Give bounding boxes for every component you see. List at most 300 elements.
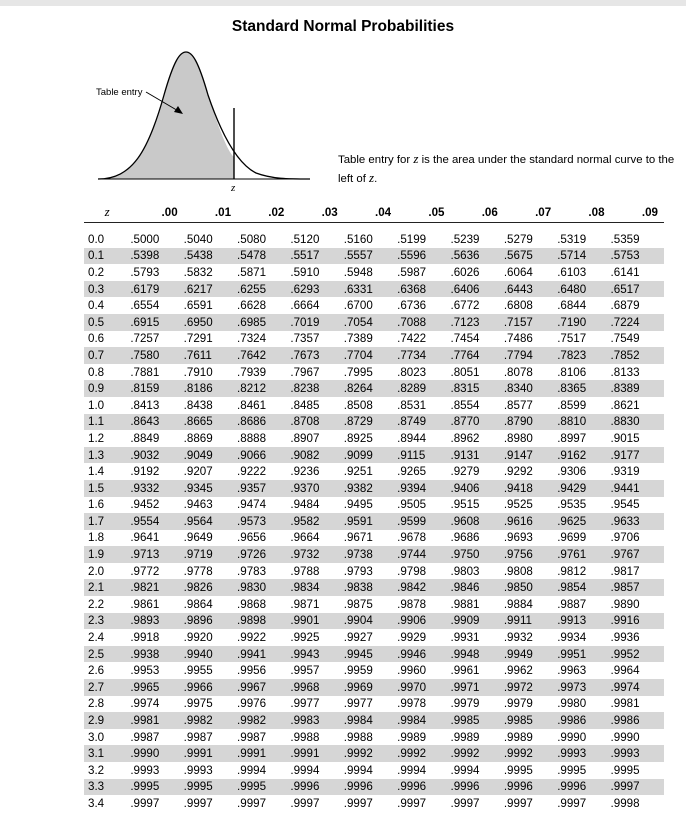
probability-cell: .9962 bbox=[503, 664, 533, 678]
probability-cell: .8980 bbox=[503, 431, 533, 445]
probability-cell: .9881 bbox=[450, 597, 480, 611]
probability-cell: .9664 bbox=[290, 531, 320, 545]
probability-cell: .9671 bbox=[343, 531, 373, 545]
probability-cell: .6985 bbox=[237, 315, 267, 329]
probability-cell: .9222 bbox=[237, 465, 267, 479]
column-header: .01 bbox=[184, 202, 237, 223]
probability-cell: .9994 bbox=[343, 763, 373, 777]
z-value-cell: 2.0 bbox=[88, 564, 105, 578]
probability-cell: .9994 bbox=[290, 763, 320, 777]
probability-cell: .9207 bbox=[183, 465, 213, 479]
probability-cell: .9976 bbox=[237, 697, 267, 711]
z-value-cell: 1.1 bbox=[88, 415, 105, 429]
probability-cell: .9946 bbox=[397, 647, 427, 661]
probability-cell: .6103 bbox=[557, 265, 587, 279]
probability-cell: .9977 bbox=[343, 697, 373, 711]
probability-cell: .9975 bbox=[183, 697, 213, 711]
probability-cell: .8051 bbox=[450, 365, 480, 379]
probability-cell: .9484 bbox=[290, 498, 320, 512]
probability-cell: .9099 bbox=[343, 448, 373, 462]
probability-cell: .6368 bbox=[397, 282, 427, 296]
probability-cell: .9997 bbox=[397, 796, 427, 810]
probability-cell: .9996 bbox=[450, 780, 480, 794]
table-row bbox=[84, 513, 664, 530]
probability-cell: .7389 bbox=[343, 332, 373, 346]
table-row bbox=[84, 223, 664, 248]
probability-cell: .9995 bbox=[610, 763, 640, 777]
probability-cell: .6331 bbox=[343, 282, 373, 296]
probability-cell: .6293 bbox=[290, 282, 320, 296]
probability-cell: .9857 bbox=[610, 581, 640, 595]
probability-cell: .9966 bbox=[183, 680, 213, 694]
z-value-cell: 1.5 bbox=[88, 481, 105, 495]
probability-cell: .9995 bbox=[130, 780, 160, 794]
probability-cell: .9821 bbox=[130, 581, 160, 595]
z-value-cell: 1.8 bbox=[88, 531, 105, 545]
probability-cell: .9931 bbox=[450, 631, 480, 645]
probability-cell: .7764 bbox=[450, 348, 480, 362]
probability-cell: .9972 bbox=[503, 680, 533, 694]
probability-cell: .9997 bbox=[610, 780, 640, 794]
probability-cell: .9997 bbox=[503, 796, 533, 810]
probability-cell: .5398 bbox=[130, 249, 160, 263]
probability-cell: .9177 bbox=[610, 448, 640, 462]
probability-cell: .9131 bbox=[450, 448, 480, 462]
probability-cell: .9429 bbox=[557, 481, 587, 495]
probability-cell: .9772 bbox=[130, 564, 160, 578]
probability-cell: .9988 bbox=[290, 730, 320, 744]
probability-cell: .7224 bbox=[610, 315, 640, 329]
probability-cell: .8770 bbox=[450, 415, 480, 429]
probability-cell: .5675 bbox=[503, 249, 533, 263]
probability-cell: .6808 bbox=[503, 299, 533, 313]
probability-cell: .5714 bbox=[557, 249, 587, 263]
probability-cell: .9951 bbox=[557, 647, 587, 661]
probability-cell: .8023 bbox=[397, 365, 427, 379]
probability-cell: .9945 bbox=[343, 647, 373, 661]
probability-cell: .9922 bbox=[237, 631, 267, 645]
probability-cell: .9525 bbox=[503, 498, 533, 512]
probability-cell: .9306 bbox=[557, 465, 587, 479]
probability-cell: .9713 bbox=[130, 548, 160, 562]
probability-cell: .9982 bbox=[237, 714, 267, 728]
probability-cell: .9599 bbox=[397, 514, 427, 528]
probability-cell: .9979 bbox=[503, 697, 533, 711]
probability-cell: .7910 bbox=[183, 365, 213, 379]
probability-cell: .8078 bbox=[503, 365, 533, 379]
probability-cell: .7190 bbox=[557, 315, 587, 329]
probability-cell: .9812 bbox=[557, 564, 587, 578]
probability-cell: .9842 bbox=[397, 581, 427, 595]
probability-cell: .9985 bbox=[503, 714, 533, 728]
probability-cell: .6141 bbox=[610, 265, 640, 279]
probability-cell: .5000 bbox=[130, 232, 160, 246]
probability-cell: .9115 bbox=[397, 448, 426, 462]
probability-cell: .6915 bbox=[130, 315, 160, 329]
z-value-cell: 1.4 bbox=[88, 465, 105, 479]
probability-cell: .9997 bbox=[343, 796, 373, 810]
normal-curve-figure bbox=[70, 40, 320, 200]
probability-cell: .9984 bbox=[397, 714, 427, 728]
probability-cell: .9961 bbox=[450, 664, 480, 678]
table-row bbox=[84, 331, 664, 348]
z-value-cell: 3.4 bbox=[88, 796, 105, 810]
probability-cell: .8461 bbox=[237, 398, 267, 412]
probability-cell: .9641 bbox=[130, 531, 160, 545]
probability-cell: .9633 bbox=[610, 514, 640, 528]
probability-cell: .5832 bbox=[183, 265, 213, 279]
probability-cell: .7157 bbox=[503, 315, 533, 329]
probability-cell: .6443 bbox=[503, 282, 533, 296]
z-value-cell: 3.0 bbox=[88, 730, 105, 744]
probability-cell: .9778 bbox=[183, 564, 213, 578]
probability-cell: .9573 bbox=[237, 514, 267, 528]
probability-cell: .5080 bbox=[237, 232, 267, 246]
table-row bbox=[84, 380, 664, 397]
probability-cell: .9719 bbox=[183, 548, 213, 562]
probability-cell: .8508 bbox=[343, 398, 373, 412]
table-row bbox=[84, 579, 664, 596]
probability-cell: .9649 bbox=[183, 531, 213, 545]
table-row bbox=[84, 546, 664, 563]
probability-cell: .7642 bbox=[237, 348, 267, 362]
probability-cell: .9015 bbox=[610, 431, 640, 445]
table-row bbox=[84, 679, 664, 696]
probability-cell: .6517 bbox=[610, 282, 640, 296]
probability-cell: .9925 bbox=[290, 631, 320, 645]
probability-cell: .7881 bbox=[130, 365, 160, 379]
table-row bbox=[84, 314, 664, 331]
probability-cell: .9934 bbox=[557, 631, 587, 645]
z-value-cell: 1.7 bbox=[88, 514, 105, 528]
probability-cell: .8159 bbox=[130, 382, 160, 396]
z-value-cell: 2.8 bbox=[88, 697, 105, 711]
probability-cell: .6255 bbox=[237, 282, 267, 296]
probability-cell: .9997 bbox=[290, 796, 320, 810]
probability-cell: .9808 bbox=[503, 564, 533, 578]
probability-cell: .9861 bbox=[130, 597, 160, 611]
column-header: .02 bbox=[237, 202, 290, 223]
probability-cell: .7517 bbox=[557, 332, 587, 346]
probability-cell: .9750 bbox=[450, 548, 480, 562]
probability-cell: .8554 bbox=[450, 398, 480, 412]
z-value-cell: 1.2 bbox=[88, 431, 105, 445]
probability-cell: .7673 bbox=[290, 348, 320, 362]
probability-cell: .7324 bbox=[237, 332, 267, 346]
axis-z-label: z bbox=[231, 182, 236, 194]
probability-cell: .5871 bbox=[237, 265, 267, 279]
probability-cell: .9890 bbox=[610, 597, 640, 611]
probability-cell: .8944 bbox=[397, 431, 427, 445]
probability-cell: .9911 bbox=[503, 614, 532, 628]
probability-cell: .8238 bbox=[290, 382, 320, 396]
table-row bbox=[84, 629, 664, 646]
probability-cell: .9993 bbox=[557, 747, 587, 761]
top-edge-bar bbox=[0, 0, 686, 6]
probability-cell: .6844 bbox=[557, 299, 587, 313]
probability-cell: .9982 bbox=[183, 714, 213, 728]
probability-cell: .6700 bbox=[343, 299, 373, 313]
probability-cell: .9977 bbox=[290, 697, 320, 711]
probability-cell: .9495 bbox=[343, 498, 373, 512]
probability-cell: .8599 bbox=[557, 398, 587, 412]
z-value-cell: 0.3 bbox=[88, 282, 105, 296]
probability-cell: .6554 bbox=[130, 299, 160, 313]
probability-cell: .5910 bbox=[290, 265, 320, 279]
probability-cell: .8186 bbox=[183, 382, 213, 396]
probability-cell: .9998 bbox=[610, 796, 640, 810]
table-row bbox=[84, 729, 664, 746]
probability-cell: .9854 bbox=[557, 581, 587, 595]
probability-cell: .5319 bbox=[557, 232, 587, 246]
probability-cell: .7704 bbox=[343, 348, 373, 362]
probability-cell: .5239 bbox=[450, 232, 480, 246]
probability-cell: .9878 bbox=[397, 597, 427, 611]
column-header: .00 bbox=[130, 202, 183, 223]
probability-cell: .8577 bbox=[503, 398, 533, 412]
table-row bbox=[84, 248, 664, 265]
probability-cell: .8212 bbox=[237, 382, 267, 396]
probability-cell: .7580 bbox=[130, 348, 160, 362]
probability-cell: .9994 bbox=[397, 763, 427, 777]
probability-cell: .9678 bbox=[397, 531, 427, 545]
probability-cell: .9981 bbox=[610, 697, 640, 711]
probability-cell: .7794 bbox=[503, 348, 533, 362]
probability-cell: .9871 bbox=[290, 597, 320, 611]
probability-cell: .9706 bbox=[610, 531, 640, 545]
probability-cell: .9987 bbox=[183, 730, 213, 744]
probability-cell: .9940 bbox=[183, 647, 213, 661]
probability-cell: .9964 bbox=[610, 664, 640, 678]
probability-cell: .8869 bbox=[183, 431, 213, 445]
probability-cell: .8621 bbox=[610, 398, 640, 412]
z-value-cell: 2.6 bbox=[88, 664, 105, 678]
probability-cell: .9960 bbox=[397, 664, 427, 678]
probability-cell: .9864 bbox=[183, 597, 213, 611]
z-value-cell: 1.9 bbox=[88, 548, 105, 562]
z-value-cell: 1.3 bbox=[88, 448, 105, 462]
probability-cell: .5596 bbox=[397, 249, 427, 263]
probability-cell: .5517 bbox=[290, 249, 320, 263]
probability-cell: .9236 bbox=[290, 465, 320, 479]
probability-cell: .9803 bbox=[450, 564, 480, 578]
probability-cell: .9965 bbox=[130, 680, 160, 694]
z-value-cell: 1.6 bbox=[88, 498, 105, 512]
page-title: Standard Normal Probabilities bbox=[231, 18, 455, 35]
probability-cell: .8962 bbox=[450, 431, 480, 445]
probability-cell: .9995 bbox=[237, 780, 267, 794]
probability-cell: .9984 bbox=[343, 714, 373, 728]
probability-cell: .9993 bbox=[610, 747, 640, 761]
probability-cell: .6950 bbox=[183, 315, 213, 329]
probability-cell: .9918 bbox=[130, 631, 160, 645]
probability-cell: .9545 bbox=[610, 498, 640, 512]
probability-cell: .5753 bbox=[610, 249, 640, 263]
probability-cell: .9927 bbox=[343, 631, 373, 645]
z-value-cell: 3.1 bbox=[88, 747, 105, 761]
table-row bbox=[84, 430, 664, 447]
header-row bbox=[84, 202, 664, 223]
probability-cell: .9909 bbox=[450, 614, 480, 628]
probability-cell: .9986 bbox=[610, 714, 640, 728]
z-value-cell: 3.3 bbox=[88, 780, 105, 794]
probability-cell: .9726 bbox=[237, 548, 267, 562]
probability-cell: .9875 bbox=[343, 597, 373, 611]
table-row bbox=[84, 745, 664, 762]
probability-cell: .7257 bbox=[130, 332, 160, 346]
probability-cell: .9941 bbox=[237, 647, 267, 661]
probability-cell: .9987 bbox=[237, 730, 267, 744]
probability-cell: .9989 bbox=[450, 730, 480, 744]
table-row bbox=[84, 364, 664, 381]
probability-cell: .9783 bbox=[237, 564, 267, 578]
table-row bbox=[84, 662, 664, 679]
probability-cell: .7054 bbox=[343, 315, 373, 329]
probability-cell: .9382 bbox=[343, 481, 373, 495]
probability-cell: .9515 bbox=[450, 498, 480, 512]
probability-cell: .9957 bbox=[290, 664, 320, 678]
probability-cell: .9767 bbox=[610, 548, 640, 562]
probability-cell: .9582 bbox=[290, 514, 320, 528]
table-body bbox=[84, 223, 664, 812]
probability-cell: .9474 bbox=[237, 498, 267, 512]
probability-cell: .8531 bbox=[397, 398, 427, 412]
probability-cell: .9979 bbox=[450, 697, 480, 711]
column-header: .06 bbox=[450, 202, 503, 223]
probability-cell: .6879 bbox=[610, 299, 640, 313]
probability-cell: .5636 bbox=[450, 249, 480, 263]
probability-cell: .9887 bbox=[557, 597, 587, 611]
probability-cell: .9738 bbox=[343, 548, 373, 562]
probability-cell: .8365 bbox=[557, 382, 587, 396]
table-row bbox=[84, 281, 664, 298]
probability-cell: .9996 bbox=[343, 780, 373, 794]
probability-cell: .5793 bbox=[130, 265, 160, 279]
probability-cell: .5120 bbox=[290, 232, 320, 246]
probability-cell: .5040 bbox=[183, 232, 213, 246]
probability-cell: .9995 bbox=[557, 763, 587, 777]
probability-cell: .9913 bbox=[557, 614, 587, 628]
table-row bbox=[84, 530, 664, 547]
table-row bbox=[84, 463, 664, 480]
probability-cell: .9996 bbox=[397, 780, 427, 794]
table-row bbox=[84, 646, 664, 663]
table-row bbox=[84, 347, 664, 364]
z-value-cell: 0.7 bbox=[88, 348, 105, 362]
table-explanation: Table entry for z is the area under the standard normal curve to the left of z. bbox=[338, 151, 675, 185]
probability-cell: .9992 bbox=[343, 747, 373, 761]
probability-cell: .6217 bbox=[183, 282, 213, 296]
table-row bbox=[84, 447, 664, 464]
probability-cell: .9990 bbox=[557, 730, 587, 744]
probability-cell: .9993 bbox=[183, 763, 213, 777]
probability-cell: .9991 bbox=[237, 747, 267, 761]
probability-cell: .8389 bbox=[610, 382, 640, 396]
probability-cell: .8133 bbox=[610, 365, 640, 379]
probability-cell: .9993 bbox=[130, 763, 160, 777]
probability-cell: .9817 bbox=[610, 564, 640, 578]
probability-cell: .9147 bbox=[503, 448, 533, 462]
probability-cell: .9996 bbox=[503, 780, 533, 794]
probability-cell: .8643 bbox=[130, 415, 160, 429]
probability-cell: .9608 bbox=[450, 514, 480, 528]
probability-cell: .9554 bbox=[130, 514, 160, 528]
probability-cell: .9082 bbox=[290, 448, 320, 462]
probability-cell: .8106 bbox=[557, 365, 587, 379]
probability-cell: .9916 bbox=[610, 614, 640, 628]
probability-cell: .8264 bbox=[343, 382, 373, 396]
probability-cell: .9959 bbox=[343, 664, 373, 678]
probability-cell: .9989 bbox=[397, 730, 427, 744]
column-header: .09 bbox=[611, 202, 664, 223]
table-row bbox=[84, 696, 664, 713]
probability-cell: .9980 bbox=[557, 697, 587, 711]
z-value-cell: 2.9 bbox=[88, 714, 105, 728]
probability-cell: .6026 bbox=[450, 265, 480, 279]
probability-cell: .7422 bbox=[397, 332, 427, 346]
probability-cell: .6772 bbox=[450, 299, 480, 313]
probability-cell: .9761 bbox=[557, 548, 587, 562]
probability-cell: .9505 bbox=[397, 498, 427, 512]
z-value-cell: 1.0 bbox=[88, 398, 105, 412]
z-value-cell: 0.8 bbox=[88, 365, 105, 379]
table-row bbox=[84, 297, 664, 314]
probability-cell: .9992 bbox=[397, 747, 427, 761]
probability-cell: .9920 bbox=[183, 631, 213, 645]
z-value-cell: 2.2 bbox=[88, 597, 105, 611]
probability-cell: .9332 bbox=[130, 481, 160, 495]
probability-cell: .9953 bbox=[130, 664, 160, 678]
probability-cell: .9834 bbox=[290, 581, 320, 595]
probability-cell: .6179 bbox=[130, 282, 160, 296]
probability-cell: .9846 bbox=[450, 581, 480, 595]
probability-cell: .9370 bbox=[290, 481, 320, 495]
probability-cell: .9686 bbox=[450, 531, 480, 545]
z-column-header: z bbox=[84, 202, 130, 223]
probability-cell: .9693 bbox=[503, 531, 533, 545]
probability-cell: .9898 bbox=[237, 614, 267, 628]
probability-cell: .8315 bbox=[450, 382, 480, 396]
probability-cell: .9929 bbox=[397, 631, 427, 645]
probability-cell: .8686 bbox=[237, 415, 267, 429]
probability-cell: .9756 bbox=[503, 548, 533, 562]
z-value-cell: 0.0 bbox=[88, 232, 105, 246]
probability-cell: .9279 bbox=[450, 465, 480, 479]
probability-cell: .8849 bbox=[130, 431, 160, 445]
probability-cell: .9991 bbox=[183, 747, 213, 761]
probability-cell: .7939 bbox=[237, 365, 267, 379]
probability-cell: .9990 bbox=[130, 747, 160, 761]
probability-cell: .8413 bbox=[130, 398, 160, 412]
probability-cell: .9986 bbox=[557, 714, 587, 728]
table-row bbox=[84, 563, 664, 580]
probability-cell: .9535 bbox=[557, 498, 587, 512]
probability-cell: .7123 bbox=[450, 315, 480, 329]
z-value-cell: 3.2 bbox=[88, 763, 105, 777]
probability-cell: .7967 bbox=[290, 365, 320, 379]
probability-cell: .5160 bbox=[343, 232, 373, 246]
probability-cell: .6591 bbox=[183, 299, 213, 313]
table-row bbox=[84, 264, 664, 281]
probability-cell: .9955 bbox=[183, 664, 213, 678]
probability-cell: .9564 bbox=[183, 514, 213, 528]
probability-cell: .8340 bbox=[503, 382, 533, 396]
probability-cell: .7454 bbox=[450, 332, 480, 346]
probability-cell: .9971 bbox=[450, 680, 480, 694]
probability-cell: .9974 bbox=[610, 680, 640, 694]
probability-cell: .8830 bbox=[610, 415, 640, 429]
probability-cell: .9441 bbox=[610, 481, 640, 495]
